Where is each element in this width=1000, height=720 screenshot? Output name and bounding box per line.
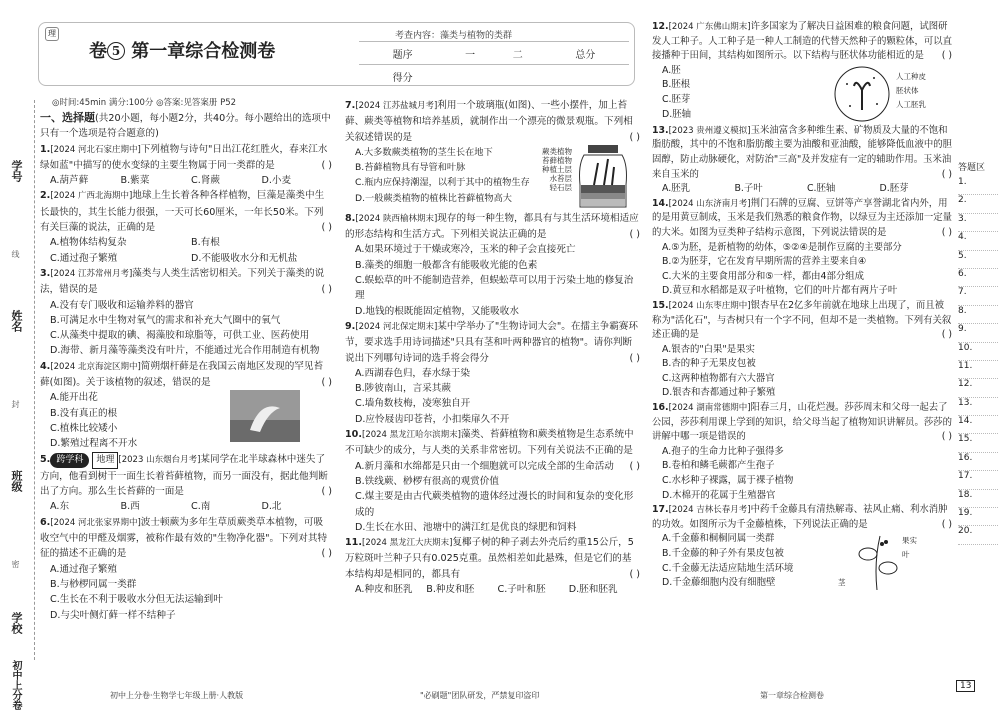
- label-school: 学校: [10, 612, 23, 634]
- footer-left: 初中上分卷·生物学七年级上册·人教版: [110, 691, 244, 700]
- answer-slot: 18.: [958, 490, 998, 508]
- section-head: 一、选择题(共20小题，每小题2分，共40分。每小题给出的选项中只有一个选项是符合题意的): [40, 111, 331, 140]
- column-3: [652, 20, 952, 591]
- answer-slot: 20.: [958, 526, 998, 544]
- label-student-id: 学号: [10, 160, 23, 182]
- question-3: 3.[2024 江苏常州月考]藻类与人类生活密切相关。下列关于藻类的说法，错误的是 ( ) A.没有专门吸收和运输养料的器官 B.可满足水中生物对氧气的需求和补充大气圈中的氧气 C.从藻类中提取的碘、褐藻胶和琼脂等，可供工业、医药使用 D.海带、新月藻等藻类没有叶片，不能通过光合作用制造有机物: [40, 267, 332, 357]
- artificial-seed-figure: 人工种皮 胚状体 人工胚乳: [832, 64, 950, 124]
- exam-title: 卷 5 第一章综合检测卷: [89, 41, 276, 62]
- cut-seal-label: 封: [11, 400, 20, 408]
- brand-label: 初中上分卷: [10, 660, 21, 710]
- question-17: 17.[2024 吉林长春月考]中药千金藤具有清热解毒、祛风止痛、利水消肿的功效。如图所示为千金藤植株，下列说法正确的是 ( ) A.千金藤和桐桐同属一类群 B.千金藤的种子外有果皮包被 C.千金藤无法适应陆地生活环境 D.千金藤细胞内没有细胞壁 果实 叶 茎: [652, 503, 952, 591]
- page-number: 13: [956, 680, 975, 692]
- question-15: 15.[2024 山东枣庄期中]银杏早在2亿多年前就在地球上出现了，而且被称为"活化石"，与杏树只有一个字不同，但却不是一类植物。下列有关叙述正确的是 ( ) A.银杏的"白果"是果实 B.杏的种子无果皮包被 C.这两种植物都有六大器官 D.银杏和杏都通过种子繁殖: [652, 299, 952, 399]
- qianjinteng-figure: 果实 叶 茎: [852, 532, 932, 590]
- answer-area: [958, 160, 998, 545]
- terrarium-figure: 蕨类植物 苔藓植物 种植土层 水苔层 轻石层: [530, 145, 635, 211]
- answer-slot: 4.: [958, 232, 998, 250]
- topic-line: 考查内容：藻类与植物的类群: [395, 31, 513, 41]
- answer-slot: 6.: [958, 269, 998, 287]
- question-14: 14.[2024 山东济南月考]荆门石牌的豆腐、豆饼等产享誉湖北省内外，用的是用黄豆制成，玉米是我们熟悉的粮食作物，以绿豆为主还添加一定量的大米。如图为豆类种子结构示意图，下列说法错误的是 ( ) A.⑤为胚，是新植物的幼体，⑤②④是制作豆腐的主要部分 B.②为胚芽，它在发育早期所需的营养主要来自④ C.大米的主要食用部分和⑤一样，都由4部分组成 D.黄豆和水稻都是双子叶植物，它们的叶片都有两片子叶: [652, 197, 953, 297]
- subject-mark: 理: [45, 27, 59, 41]
- question-2: 2.[2024 广西北海期中]地球上生长着各种各样植物，巨藻是藻类中生长最快的，其生长能力很强，一天可长60厘米，一年长50米。下列有关巨藻的说法，正确的是 ( ) A.植物体结构复杂 B.有根 C.通过孢子繁殖 D.不能吸收水分和无机盐: [40, 190, 332, 264]
- answer-slot: 14.: [958, 416, 998, 434]
- question-4: 4.[2024 北京海淀区期中]简朔烟杆藓是在我国云南地区发现的罕见苔藓(如图)。关于该植物的叙述，错误的是 ( ) A.能开出花 B.没有真正的根 C.植株比较矮小 D.繁殖过程离不开水: [40, 360, 332, 450]
- question-8: 8.[2024 陕西榆林期末]现存的每一种生物，都具有与其生活环境相适应的形态结构和生活方式。下列相关说法正确的是 ( ) A.如果环境过于干燥或寒冷，玉米的种子会直接死亡 B.藻类的细胞一般都含有能吸收光能的色素 C.蜈蚣草的叶不能制造营养，但蜈蚣草可以用于污染土地的修复治理 D.地钱的根既能固定植物，又能吸收水: [345, 212, 640, 317]
- answer-slot: 15.: [958, 434, 998, 452]
- label-class: 班级: [10, 470, 23, 492]
- footer-right: 第一章综合检测卷: [760, 691, 824, 700]
- question-10: 10.[2024 黑龙江哈尔滨期末]藻类、苔藓植物和蕨类植物是生态系统中不可缺少的成分，与人类的关系非常密切。下列有关说法不正确的是 ( ) A.新月藻和水绵都是只由一个细胞就可以完成全部的生命活动 B.铁线蕨、桫椤有很高的观赏价值 C.煤主要是由古代蕨类植物的遗体经过漫长的时间和复杂的变化形成的 D.生长在水田、池塘中的满江红是优良的绿肥和饲料: [345, 429, 640, 533]
- binding-dashed-line: [34, 100, 35, 660]
- answer-slot: 2.: [958, 195, 998, 213]
- question-13: 13.[2023 贵州遵义模拟]玉米油富含多种维生素、矿物质及大量的不饱和脂肪酸，其中的不饱和脂肪酸主要为油酸和亚油酸，能够降低血液中的胆固醇，防止动脉硬化，对防治"三高"及并发症有一定的辅助作用。玉米油来自玉米的 ( ) A.胚乳 B.子叶 C.胚轴 D.胚芽: [652, 124, 953, 195]
- exam-header: [38, 22, 635, 86]
- question-6: 6.[2024 河北张家界期中]波士顿蕨为多年生草质蕨类草本植物，可吸收空气中的甲醛及烟雾，被称作最有效的"生物净化器"。下列对其特征的描述不正确的是 ( ) A.通过孢子繁殖 B.与桫椤同属一类群 C.生长在不利于吸收水分但无法运输到叶 D.与尖叶侧灯藓一样不结种子: [40, 516, 332, 621]
- exam-meta: ◎时间:45min 满分:100分 ◎答案:见答案册 P52: [52, 98, 237, 108]
- cross-discipline-badge: 跨学科: [50, 453, 89, 468]
- answer-slot: 13.: [958, 398, 998, 416]
- column-2: [345, 98, 640, 597]
- footer-mid: "必刷题"团队研发，严禁复印盗印: [420, 691, 540, 700]
- cut-close-label: 密: [11, 560, 20, 568]
- question-16: 16.[2024 湖南常德期中]阳春三月，山花烂漫。莎莎周末和父母一起去了公园，莎莎利用课上学到的知识，给父母当起了植物知识讲解员。莎莎的讲解中哪一项是错误的 ( ) A.孢子的生命力比种子强得多 B.卷柏和鳞毛蕨都产生孢子 C.水杉种子裸露，属于裸子植物 D.木棉开的花属于生殖器官: [652, 402, 953, 501]
- answer-slot: 17.: [958, 471, 998, 489]
- question-5: 5. 跨学科 地理 [2023 山东烟台月考]某同学在北半球森林中迷失了方向，他看到树干一面生长着苔藓植物，而另一面没有，据此他判断出了方向。那么生长苔藓的一面是 ( ) A.东 B.西 C.南 D.北: [40, 453, 332, 513]
- question-11: 11.[2024 黑龙江大庆期末]复椰子树的种子剥去外壳后约重15公斤，5万粒斑叶兰种子只有0.025克重。虽然相差如此悬殊，但是它们的基本结构却是相同的，都具有 ( ) A.种皮和胚乳 B.种皮和胚 C.子叶和胚 D.胚和胚乳: [345, 537, 640, 596]
- answer-slot: 3.: [958, 214, 998, 232]
- cut-line-label: 线: [11, 250, 20, 258]
- question-12: 12.[2024 广东佛山期末]许多国家为了解决日益困难的粮食问题，试图研发人工种子。人工种子是一种人工制造的代替天然种子的颗粒体，可以直接播种于田间，其结构如图所示。以下结构与胚状体功能相近的是 ( ) A.胚 B.胚根 C.胚芽 D.胚轴 人工种皮 胚状体 人工胚乳: [652, 20, 952, 124]
- score-table: 考查内容：藻类与植物的类群 题序 一 二 总分 得分: [355, 23, 633, 85]
- question-7: 7.[2024 江苏盐城月考]利用一个玻璃瓶(如图)、一些小摆件，加上苔藓、蕨类等植物和培养基质，就制作出一个漂亮的微景观瓶。下列相关叙述错误的是 ( ) A.大多数蕨类植物的茎生长在地下 B.苔藓植物具有导管和叶脉 C.瓶内应保持潮湿，以利于其中的植物生存 D.一般蕨类植物的植株比苔藓植物高大 蕨类植物 苔藓植物 种植土层 水苔层 轻石层: [345, 98, 640, 211]
- label-name: 姓名: [10, 310, 23, 332]
- moss-photo: [230, 390, 300, 442]
- answer-slot: 12.: [958, 379, 998, 397]
- answer-area-title: 答题区: [958, 163, 986, 173]
- answer-slot: 10.: [958, 343, 998, 361]
- question-1: 1.[2024 河北石家庄期中]下列植物与诗句"日出江花红胜火，春来江水绿如蓝"中描写的使水变绿的主要生物属于同一类群的是 ( ) A.葫芦藓 B.紫菜 C.肾蕨 D.小麦: [40, 143, 332, 187]
- answer-slot: 9.: [958, 324, 998, 342]
- answer-slot: 16.: [958, 453, 998, 471]
- question-9: 9.[2024 河北保定期末]某中学举办了"生物诗词大会"。在擂主争霸赛环节，要求选手用诗词描述"只具有茎和叶两种器官的植物"。请你判断说出下列哪句诗词的选手将会得分 ( ) A.西湖春色归，春水绿于染 B.陟彼南山，言采其蕨 C.墙角数枝梅，凌寒独自开 D.应怜屐齿印苍苔，小扣柴扉久不开: [345, 320, 640, 425]
- answer-slot: 11.: [958, 361, 998, 379]
- answer-slot: 19.: [958, 508, 998, 526]
- answer-slot: 8.: [958, 306, 998, 324]
- binding-strip: [0, 0, 34, 720]
- answer-slot: 1.: [958, 177, 998, 195]
- column-1: [40, 110, 332, 623]
- answer-slot: 7.: [958, 287, 998, 305]
- answer-slot: 5.: [958, 251, 998, 269]
